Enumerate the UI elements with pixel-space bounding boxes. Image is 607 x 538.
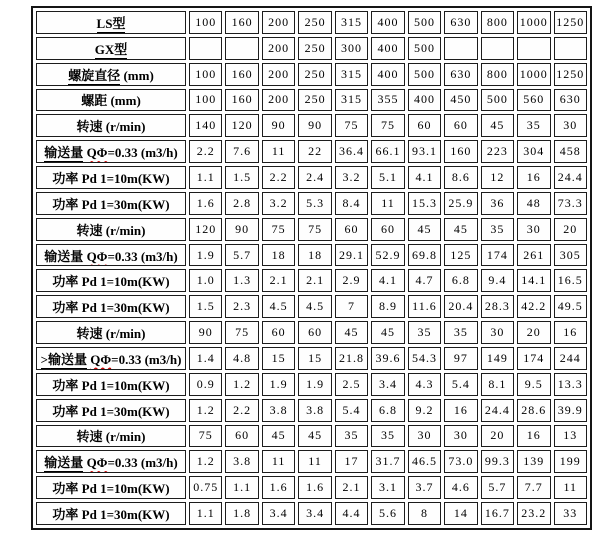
value-cell: 42.2 — [517, 295, 550, 318]
value-cell: 73.3 — [554, 192, 587, 215]
value-cell: 29.1 — [335, 244, 368, 267]
table-row — [36, 192, 587, 215]
value-cell: 2.1 — [335, 476, 368, 499]
value-cell: 800 — [481, 63, 514, 86]
value-cell: 35 — [517, 114, 550, 137]
value-cell: 4.7 — [408, 269, 441, 292]
value-cell: 250 — [298, 37, 331, 60]
row-label — [36, 11, 186, 34]
value-cell: 75 — [298, 218, 331, 241]
value-cell: 223 — [481, 140, 514, 163]
value-cell: 75 — [371, 114, 404, 137]
value-cell: 35 — [408, 321, 441, 344]
value-cell: 13.3 — [554, 373, 587, 396]
label-text: 功率 Pd 1=10m(KW) — [52, 274, 170, 290]
table-row — [36, 476, 587, 499]
row-label — [36, 399, 186, 422]
table-row — [36, 321, 587, 344]
value-cell: 1.9 — [262, 373, 295, 396]
value-cell: 1.2 — [189, 399, 222, 422]
value-cell: 5.7 — [481, 476, 514, 499]
value-cell: 400 — [371, 11, 404, 34]
value-cell: 60 — [298, 321, 331, 344]
value-cell: 46.5 — [408, 450, 441, 473]
value-cell: 0.9 — [189, 373, 222, 396]
value-cell: 3.2 — [262, 192, 295, 215]
value-cell: 1.6 — [298, 476, 331, 499]
label-text: 转速 (r/min) — [76, 119, 146, 135]
value-cell: 5.4 — [335, 399, 368, 422]
value-cell: 200 — [262, 11, 295, 34]
value-cell: 149 — [481, 347, 514, 370]
value-cell: 35 — [444, 321, 477, 344]
value-cell: 12 — [481, 166, 514, 189]
table-row — [36, 114, 587, 137]
value-cell: 7.6 — [225, 140, 258, 163]
value-cell: 1.1 — [189, 166, 222, 189]
value-cell: 7 — [335, 295, 368, 318]
value-cell: 9.2 — [408, 399, 441, 422]
row-label — [36, 476, 186, 499]
value-cell: 60 — [335, 218, 368, 241]
label-text: =0.33 (m3/h) — [107, 248, 178, 264]
value-cell: 3.4 — [262, 502, 295, 525]
value-cell: 458 — [554, 140, 587, 163]
label-text: 转速 (r/min) — [76, 326, 146, 342]
value-cell: 160 — [444, 140, 477, 163]
value-cell: 39.6 — [371, 347, 404, 370]
value-cell: 174 — [481, 244, 514, 267]
value-cell: 60 — [371, 218, 404, 241]
value-cell: 315 — [335, 63, 368, 86]
row-label — [36, 321, 186, 344]
value-cell: 1.9 — [189, 244, 222, 267]
value-cell: 100 — [189, 89, 222, 112]
row-label — [36, 166, 186, 189]
value-cell: 5.6 — [371, 502, 404, 525]
value-cell: 160 — [225, 11, 258, 34]
value-cell: 400 — [408, 89, 441, 112]
value-cell: 304 — [517, 140, 550, 163]
value-cell: 17 — [335, 450, 368, 473]
value-cell: 9.5 — [517, 373, 550, 396]
label-text: 功率 Pd 1=30m(KW) — [52, 403, 170, 419]
value-cell: 8.6 — [444, 166, 477, 189]
value-cell: 4.4 — [335, 502, 368, 525]
spellcheck-text: QΦ — [86, 455, 108, 471]
value-cell: 5.1 — [371, 166, 404, 189]
value-cell: 1.2 — [225, 373, 258, 396]
value-cell — [517, 37, 550, 60]
value-cell: 24.4 — [554, 166, 587, 189]
value-cell: 90 — [189, 321, 222, 344]
spec-table-body — [36, 11, 587, 525]
value-cell: 4.3 — [408, 373, 441, 396]
value-cell: 93.1 — [408, 140, 441, 163]
row-label — [36, 425, 186, 448]
value-cell: 250 — [298, 89, 331, 112]
value-cell: 11 — [262, 140, 295, 163]
value-cell: 48 — [517, 192, 550, 215]
value-cell: 1.1 — [189, 502, 222, 525]
spellcheck-text: QΦ — [86, 248, 108, 264]
value-cell: 60 — [262, 321, 295, 344]
value-cell — [481, 37, 514, 60]
value-cell: 30 — [408, 425, 441, 448]
row-label — [36, 218, 186, 241]
spec-table-grid — [33, 8, 590, 528]
value-cell: 300 — [335, 37, 368, 60]
value-cell: 16 — [444, 399, 477, 422]
table-row — [36, 399, 587, 422]
label-text: (mm) — [120, 67, 154, 83]
value-cell: 200 — [262, 37, 295, 60]
value-cell: 1.1 — [225, 476, 258, 499]
spec-table — [31, 6, 592, 530]
label-text: >输送量 — [40, 351, 88, 367]
value-cell: 16.5 — [554, 269, 587, 292]
value-cell: 315 — [335, 89, 368, 112]
value-cell: 2.1 — [262, 269, 295, 292]
value-cell: 160 — [225, 63, 258, 86]
value-cell: 11.6 — [408, 295, 441, 318]
value-cell: 2.2 — [262, 166, 295, 189]
table-row — [36, 244, 587, 267]
value-cell: 560 — [517, 89, 550, 112]
value-cell: 18 — [298, 244, 331, 267]
table-row — [36, 450, 587, 473]
value-cell: 450 — [444, 89, 477, 112]
value-cell: 1.5 — [189, 295, 222, 318]
table-row — [36, 218, 587, 241]
value-cell: 7.7 — [517, 476, 550, 499]
value-cell: 1.4 — [189, 347, 222, 370]
value-cell: 45 — [481, 114, 514, 137]
value-cell: 800 — [481, 11, 514, 34]
value-cell: 2.8 — [225, 192, 258, 215]
table-row — [36, 373, 587, 396]
table-row — [36, 89, 587, 112]
value-cell: 500 — [408, 11, 441, 34]
value-cell: 16 — [517, 425, 550, 448]
value-cell: 90 — [262, 114, 295, 137]
label-text: 转速 (r/min) — [76, 429, 146, 445]
value-cell: 4.1 — [371, 269, 404, 292]
value-cell: 630 — [554, 89, 587, 112]
value-cell: 630 — [444, 63, 477, 86]
row-label — [36, 502, 186, 525]
value-cell — [444, 37, 477, 60]
value-cell: 30 — [444, 425, 477, 448]
value-cell: 11 — [554, 476, 587, 499]
value-cell: 305 — [554, 244, 587, 267]
value-cell: 20 — [517, 321, 550, 344]
label-text: 功率 Pd 1=10m(KW) — [52, 377, 170, 393]
table-row — [36, 347, 587, 370]
value-cell: 11 — [262, 450, 295, 473]
value-cell: 24.4 — [481, 399, 514, 422]
value-cell: 250 — [298, 11, 331, 34]
value-cell: 49.5 — [554, 295, 587, 318]
value-cell: 28.3 — [481, 295, 514, 318]
value-cell: 11 — [371, 192, 404, 215]
value-cell: 4.6 — [444, 476, 477, 499]
value-cell: 14 — [444, 502, 477, 525]
value-cell: 25.9 — [444, 192, 477, 215]
value-cell: 66.1 — [371, 140, 404, 163]
row-label — [36, 114, 186, 137]
value-cell: 16 — [517, 166, 550, 189]
value-cell: 100 — [189, 63, 222, 86]
label-text: 螺旋直径 — [68, 67, 121, 83]
value-cell: 3.8 — [225, 450, 258, 473]
value-cell: 100 — [189, 11, 222, 34]
row-label — [36, 295, 186, 318]
value-cell: 75 — [335, 114, 368, 137]
value-cell: 8.4 — [335, 192, 368, 215]
value-cell: 60 — [225, 425, 258, 448]
spellcheck-text: QΦ — [90, 351, 112, 367]
row-label — [36, 269, 186, 292]
value-cell: 11 — [298, 450, 331, 473]
value-cell: 45 — [335, 321, 368, 344]
label-text: 转速 (r/min) — [76, 222, 146, 238]
value-cell: 140 — [189, 114, 222, 137]
value-cell: 120 — [225, 114, 258, 137]
value-cell: 2.3 — [225, 295, 258, 318]
value-cell: 2.1 — [298, 269, 331, 292]
table-row — [36, 140, 587, 163]
value-cell: 39.9 — [554, 399, 587, 422]
value-cell: 23.2 — [517, 502, 550, 525]
value-cell: 1.0 — [189, 269, 222, 292]
value-cell: 5.7 — [225, 244, 258, 267]
value-cell: 9.4 — [481, 269, 514, 292]
table-row — [36, 37, 587, 60]
table-row — [36, 269, 587, 292]
value-cell: 3.8 — [298, 399, 331, 422]
value-cell: 30 — [517, 218, 550, 241]
value-cell: 45 — [408, 218, 441, 241]
value-cell: 30 — [554, 114, 587, 137]
value-cell: 54.3 — [408, 347, 441, 370]
value-cell: 60 — [408, 114, 441, 137]
row-label — [36, 347, 186, 370]
value-cell: 8.9 — [371, 295, 404, 318]
value-cell: 199 — [554, 450, 587, 473]
label-text: 功率 Pd 1=10m(KW) — [52, 170, 170, 186]
value-cell: 52.9 — [371, 244, 404, 267]
value-cell: 1000 — [517, 11, 550, 34]
value-cell: 8 — [408, 502, 441, 525]
value-cell: 5.3 — [298, 192, 331, 215]
row-label — [36, 63, 186, 86]
label-text: 输送量 — [44, 455, 84, 471]
value-cell: 15.3 — [408, 192, 441, 215]
value-cell: 3.2 — [335, 166, 368, 189]
label-text: 功率 Pd 1=10m(KW) — [52, 481, 170, 497]
value-cell: 35 — [335, 425, 368, 448]
value-cell: 21.8 — [335, 347, 368, 370]
row-label — [36, 140, 186, 163]
row-label — [36, 244, 186, 267]
spellcheck-text: QΦ — [86, 145, 108, 161]
row-label — [36, 192, 186, 215]
value-cell — [225, 37, 258, 60]
label-text: 功率 Pd 1=30m(KW) — [52, 300, 170, 316]
value-cell: 1.5 — [225, 166, 258, 189]
value-cell: 3.4 — [371, 373, 404, 396]
label-text: =0.33 (m3/h) — [111, 351, 182, 367]
value-cell: 1.8 — [225, 502, 258, 525]
value-cell: 75 — [225, 321, 258, 344]
value-cell: 3.4 — [298, 502, 331, 525]
value-cell: 261 — [517, 244, 550, 267]
value-cell: 4.5 — [262, 295, 295, 318]
value-cell: 14.1 — [517, 269, 550, 292]
value-cell — [189, 37, 222, 60]
value-cell: 1250 — [554, 63, 587, 86]
value-cell: 2.5 — [335, 373, 368, 396]
value-cell: 2.2 — [225, 399, 258, 422]
value-cell: 36.4 — [335, 140, 368, 163]
value-cell: 73.0 — [444, 450, 477, 473]
value-cell: 244 — [554, 347, 587, 370]
value-cell: 33 — [554, 502, 587, 525]
value-cell — [554, 37, 587, 60]
table-row — [36, 11, 587, 34]
label-text: 功率 Pd 1=30m(KW) — [52, 196, 170, 212]
value-cell: 99.3 — [481, 450, 514, 473]
value-cell: 500 — [408, 37, 441, 60]
value-cell: 18 — [262, 244, 295, 267]
label-text: =0.33 (m3/h) — [107, 145, 178, 161]
value-cell: 1000 — [517, 63, 550, 86]
table-row — [36, 63, 587, 86]
value-cell: 90 — [298, 114, 331, 137]
table-row — [36, 502, 587, 525]
value-cell: 31.7 — [371, 450, 404, 473]
table-row — [36, 166, 587, 189]
value-cell: 500 — [481, 89, 514, 112]
label-text: GX型 — [94, 41, 128, 57]
value-cell: 355 — [371, 89, 404, 112]
value-cell: 16.7 — [481, 502, 514, 525]
value-cell: 630 — [444, 11, 477, 34]
value-cell: 5.4 — [444, 373, 477, 396]
value-cell: 6.8 — [444, 269, 477, 292]
label-text: 螺距 (mm) — [81, 93, 141, 109]
value-cell: 2.4 — [298, 166, 331, 189]
value-cell: 22 — [298, 140, 331, 163]
value-cell: 174 — [517, 347, 550, 370]
value-cell: 15 — [298, 347, 331, 370]
value-cell: 400 — [371, 63, 404, 86]
value-cell: 20 — [554, 218, 587, 241]
value-cell: 1.3 — [225, 269, 258, 292]
table-row — [36, 425, 587, 448]
value-cell: 90 — [225, 218, 258, 241]
value-cell: 139 — [517, 450, 550, 473]
row-label — [36, 37, 186, 60]
label-text: 功率 Pd 1=30m(KW) — [52, 507, 170, 523]
value-cell: 160 — [225, 89, 258, 112]
value-cell: 13 — [554, 425, 587, 448]
value-cell: 250 — [298, 63, 331, 86]
value-cell: 6.8 — [371, 399, 404, 422]
value-cell: 3.1 — [371, 476, 404, 499]
value-cell: 20 — [481, 425, 514, 448]
value-cell: 97 — [444, 347, 477, 370]
value-cell: 125 — [444, 244, 477, 267]
value-cell: 400 — [371, 37, 404, 60]
value-cell: 36 — [481, 192, 514, 215]
value-cell: 2.9 — [335, 269, 368, 292]
value-cell: 75 — [262, 218, 295, 241]
value-cell: 1.9 — [298, 373, 331, 396]
value-cell: 28.6 — [517, 399, 550, 422]
value-cell: 1.2 — [189, 450, 222, 473]
label-text: 输送量 — [44, 145, 84, 161]
value-cell: 1.6 — [262, 476, 295, 499]
value-cell: 3.7 — [408, 476, 441, 499]
value-cell: 0.75 — [189, 476, 222, 499]
value-cell: 35 — [481, 218, 514, 241]
value-cell: 8.1 — [481, 373, 514, 396]
value-cell: 35 — [371, 425, 404, 448]
value-cell: 200 — [262, 63, 295, 86]
value-cell: 500 — [408, 63, 441, 86]
table-row — [36, 295, 587, 318]
label-text: 输送量 — [44, 248, 84, 264]
value-cell: 45 — [371, 321, 404, 344]
value-cell: 1250 — [554, 11, 587, 34]
value-cell: 4.1 — [408, 166, 441, 189]
value-cell: 4.8 — [225, 347, 258, 370]
value-cell: 1.6 — [189, 192, 222, 215]
value-cell: 30 — [481, 321, 514, 344]
value-cell: 2.2 — [189, 140, 222, 163]
value-cell: 315 — [335, 11, 368, 34]
value-cell: 20.4 — [444, 295, 477, 318]
value-cell: 45 — [298, 425, 331, 448]
row-label — [36, 373, 186, 396]
value-cell: 45 — [262, 425, 295, 448]
value-cell: 3.8 — [262, 399, 295, 422]
row-label — [36, 89, 186, 112]
value-cell: 4.5 — [298, 295, 331, 318]
row-label — [36, 450, 186, 473]
label-text: LS型 — [96, 15, 126, 31]
value-cell: 120 — [189, 218, 222, 241]
value-cell: 69.8 — [408, 244, 441, 267]
value-cell: 16 — [554, 321, 587, 344]
value-cell: 15 — [262, 347, 295, 370]
value-cell: 200 — [262, 89, 295, 112]
label-text: =0.33 (m3/h) — [107, 455, 178, 471]
value-cell: 75 — [189, 425, 222, 448]
value-cell: 60 — [444, 114, 477, 137]
value-cell: 45 — [444, 218, 477, 241]
